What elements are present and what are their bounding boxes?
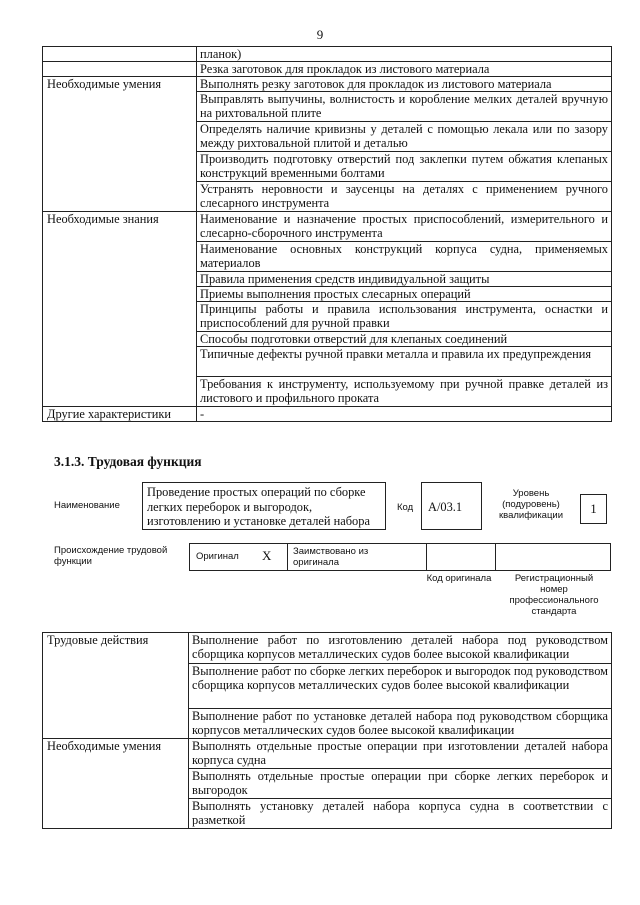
skill-cell: Выполнять установку деталей набора корпуса судна в соответствии с разметкой	[189, 799, 612, 829]
knowledge-cell: Правила применения средств индивидуальной защиты	[197, 272, 612, 287]
competency-table-bottom	[42, 632, 612, 829]
original-label: Оригинал	[196, 551, 239, 562]
section-heading: 3.1.3. Трудовая функция	[54, 454, 202, 469]
skills-label: Необходимые умения	[43, 77, 197, 212]
skill-cell: Определять наличие кривизны у деталей с помощью лекала или по зазору между рихтовальной плитой и деталью	[197, 122, 612, 152]
function-name-box: Проведение простых операций по сборке легких переборок и выгородок, изготовлению и установке деталей набора	[142, 482, 386, 530]
origin-label: Происхождение трудовой функции	[54, 545, 168, 567]
other-value: -	[197, 407, 612, 422]
skill-cell: Выполнять резку заготовок для прокладок из листового материала	[197, 77, 612, 92]
table-row	[43, 47, 612, 62]
action-cell: Выполнение работ по установке деталей набора под руководством сборщика корпусов металлических судов более высокой квалификации	[189, 709, 612, 739]
actions-label: Трудовые действия	[43, 633, 189, 739]
original-mark: X	[262, 548, 272, 563]
continuation-cell: Резка заготовок для прокладок из листового материала	[197, 62, 612, 77]
knowledge-cell: Наименование и назначение простых приспособлений, измерительного и слесарно-сборочного инструмента	[197, 212, 612, 242]
table-row	[43, 77, 612, 92]
knowledge-cell: Требования к инструменту, используемому при ручной правке деталей из листового и профильного проката	[197, 377, 612, 407]
action-cell: Выполнение работ по сборке легких переборок и выгородок под руководством сборщика корпусов металлических судов более высокой квалификации	[189, 664, 612, 709]
borrowed-label: Заимствовано из оригинала	[293, 546, 369, 568]
empty-cell	[43, 47, 197, 62]
table-row	[43, 212, 612, 242]
knowledge-cell: Способы подготовки отверстий для клепаных соединений	[197, 332, 612, 347]
action-cell: Выполнение работ по изготовлению деталей набора под руководством сборщика корпусов металлических судов более высокой квалификации	[189, 633, 612, 664]
knowledge-cell: Наименование основных конструкций корпуса судна, применяемых материалов	[197, 242, 612, 272]
origin-box	[189, 543, 611, 571]
code-caption: Код оригинала	[426, 573, 492, 584]
other-label: Другие характеристики	[43, 407, 197, 422]
divider	[287, 544, 288, 570]
knowledge-cell: Приемы выполнения простых слесарных операций	[197, 287, 612, 302]
code-box: А/03.1	[421, 482, 482, 530]
skills-label: Необходимые умения	[43, 739, 189, 829]
empty-cell	[43, 62, 197, 77]
code-label: Код	[397, 502, 414, 513]
continuation-cell: планок)	[197, 47, 612, 62]
knowledge-cell: Принципы работы и правила использования инструмента, оснастки и приспособлений для ручной правки	[197, 302, 612, 332]
knowledge-cell: Типичные дефекты ручной правки металла и правила их предупреждения	[197, 347, 612, 377]
skill-cell: Производить подготовку отверстий под заклепки путем обжатия клепаных конструкций временными болтами	[197, 152, 612, 182]
page-number: 9	[316, 27, 324, 42]
reg-caption: Регистрационный номер профессионального стандарта	[509, 573, 599, 617]
knowledge-label: Необходимые знания	[43, 212, 197, 407]
table-row	[43, 633, 612, 664]
divider	[495, 544, 496, 570]
name-label: Наименование	[54, 500, 120, 511]
skill-cell: Выполнять отдельные простые операции при сборке легких переборок и выгородок	[189, 769, 612, 799]
skill-cell: Выполнять отдельные простые операции при изготовлении деталей набора корпуса судна	[189, 739, 612, 769]
level-label: Уровень (подуровень) квалификации	[498, 488, 564, 521]
divider	[426, 544, 427, 570]
table-row	[43, 407, 612, 422]
skill-cell: Выправлять выпучины, волнистость и коробление мелких деталей вручную на рихтовальной плите	[197, 92, 612, 122]
table-row	[43, 62, 612, 77]
competency-table-top	[42, 46, 612, 422]
skill-cell: Устранять неровности и заусенцы на деталях с применением ручного слесарного инструмента	[197, 182, 612, 212]
table-row	[43, 739, 612, 769]
level-box: 1	[580, 494, 607, 524]
